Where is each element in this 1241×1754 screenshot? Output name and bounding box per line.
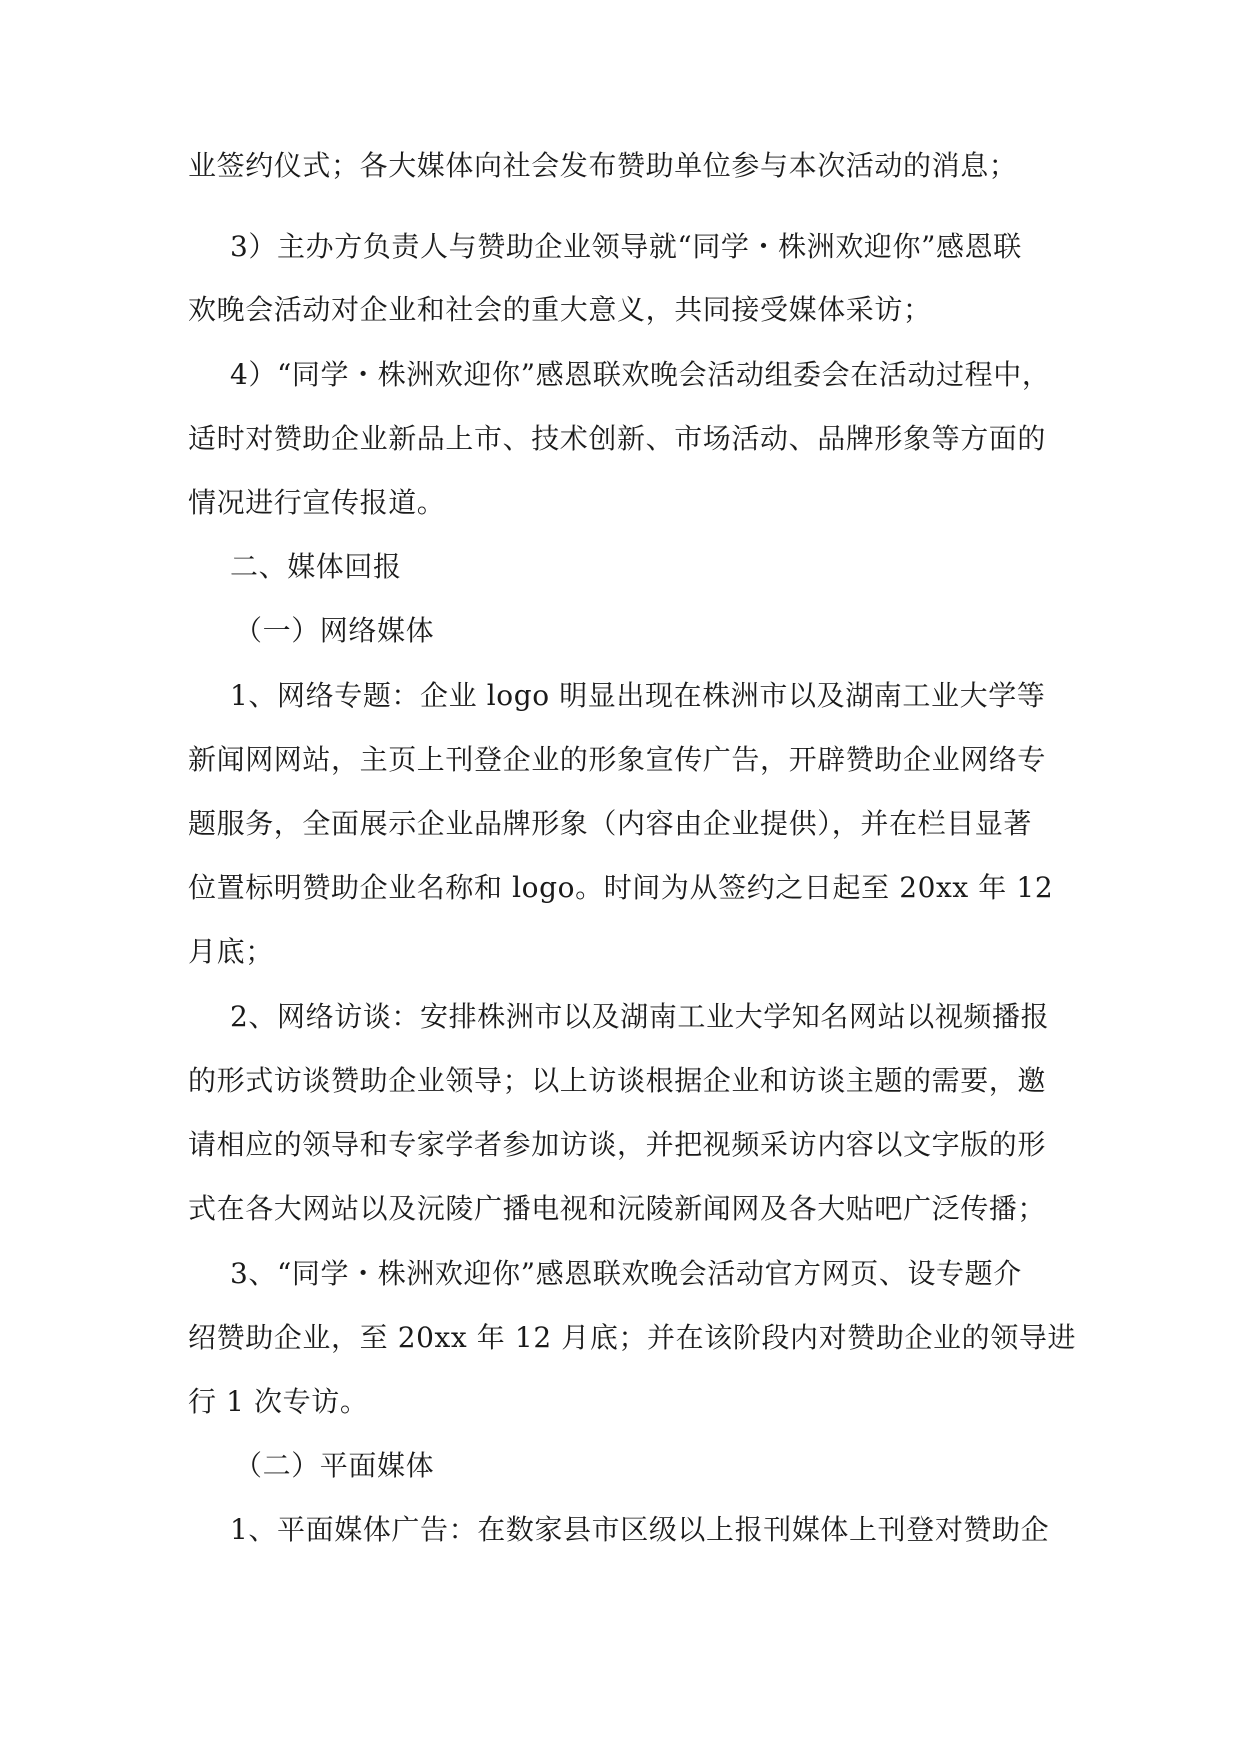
text-line: 绍赞助企业，至 20xx 年 12 月底；并在该阶段内对赞助企业的领导进 xyxy=(188,1321,1077,1354)
text-line: 业签约仪式；各大媒体向社会发布赞助单位参与本次活动的消息； xyxy=(188,149,1018,182)
text-line: 情况进行宣传报道。 xyxy=(188,486,446,519)
subsection-heading: （一）网络媒体 xyxy=(234,614,435,647)
text-line: 3）主办方负责人与赞助企业领导就“同学・株洲欢迎你”感恩联 xyxy=(230,230,1022,263)
text-line: 位置标明赞助企业名称和 logo。时间为从签约之日起至 20xx 年 12 xyxy=(188,871,1054,904)
text-line: 新闻网网站，主页上刊登企业的形象宣传广告，开辟赞助企业网络专 xyxy=(188,743,1047,776)
text-line: 3、“同学・株洲欢迎你”感恩联欢晚会活动官方网页、设专题介 xyxy=(230,1257,1022,1290)
text-line: 1、平面媒体广告：在数家县市区级以上报刊媒体上刊登对赞助企 xyxy=(230,1513,1050,1546)
text-line: 欢晚会活动对企业和社会的重大意义，共同接受媒体采访； xyxy=(188,293,932,326)
text-line: 的形式访谈赞助企业领导；以上访谈根据企业和访谈主题的需要，邀 xyxy=(188,1064,1047,1097)
section-heading: 二、媒体回报 xyxy=(230,550,402,583)
text-line: 请相应的领导和专家学者参加访谈，并把视频采访内容以文字版的形 xyxy=(188,1128,1047,1161)
subsection-heading: （二）平面媒体 xyxy=(234,1449,435,1482)
text-line: 2、网络访谈：安排株洲市以及湖南工业大学知名网站以视频播报 xyxy=(230,1000,1050,1033)
text-line: 行 1 次专访。 xyxy=(188,1385,369,1418)
text-line: 题服务，全面展示企业品牌形象（内容由企业提供），并在栏目显著 xyxy=(188,807,1033,840)
text-line: 1、网络专题：企业 logo 明显出现在株洲市以及湖南工业大学等 xyxy=(230,679,1046,712)
text-line: 适时对赞助企业新品上市、技术创新、市场活动、品牌形象等方面的 xyxy=(188,422,1047,455)
text-line: 月底； xyxy=(188,935,274,968)
text-line: 4）“同学・株洲欢迎你”感恩联欢晚会活动组委会在活动过程中， xyxy=(230,358,1051,391)
text-line: 式在各大网站以及沅陵广播电视和沅陵新闻网及各大贴吧广泛传播； xyxy=(188,1192,1047,1225)
